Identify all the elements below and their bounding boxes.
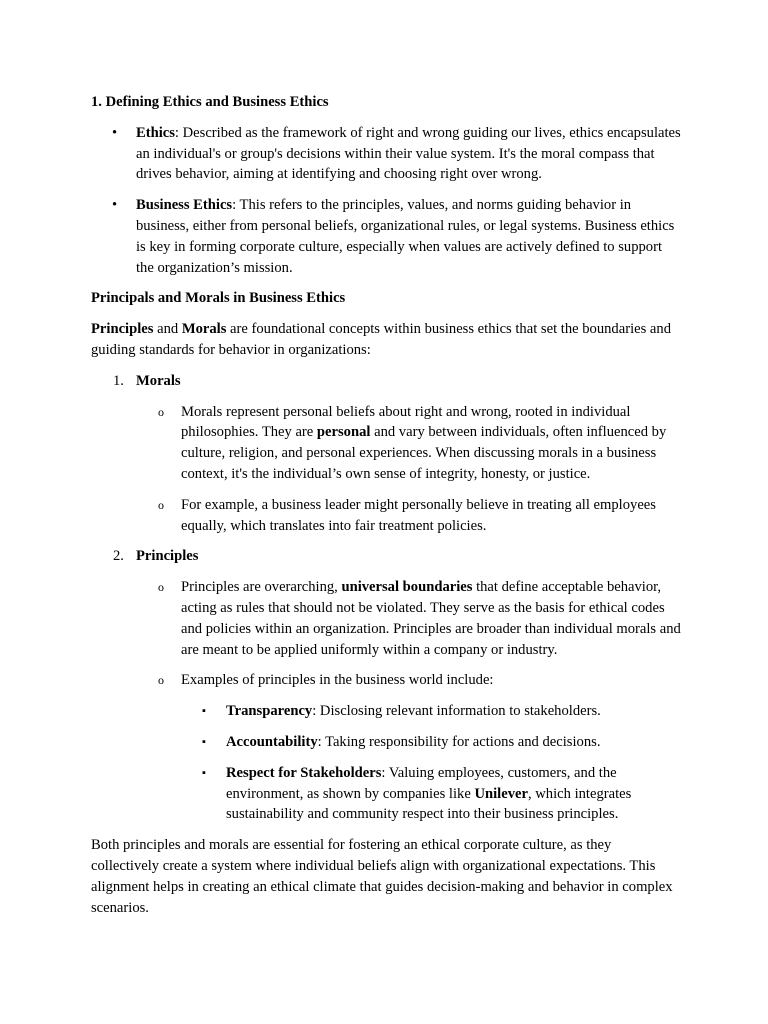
- numbered-item-morals: [91, 371, 681, 537]
- number-marker: 2.: [113, 548, 124, 565]
- example-list: [91, 701, 681, 825]
- square-marker: ▪: [202, 766, 206, 779]
- sub-list: [91, 402, 681, 537]
- example-term: Accountability: [226, 733, 318, 750]
- intro-text: are foundational concepts within business ethics that set the boundaries and guiding standards for behavior in organizations:: [91, 321, 671, 358]
- circle-marker: o: [158, 580, 164, 595]
- definition-business-ethics: [91, 195, 681, 278]
- intro-text: and: [153, 321, 182, 338]
- example-term: Transparency: [226, 703, 313, 720]
- sub-item: [91, 670, 681, 825]
- square-marker: ▪: [202, 735, 206, 748]
- definition-ethics: [91, 123, 681, 185]
- sub-item: [91, 495, 681, 537]
- section-heading-defining-ethics: 1. Defining Ethics and Business Ethics: [91, 94, 329, 110]
- example-text: : Disclosing relevant information to stakeholders.: [312, 703, 601, 720]
- square-marker: ▪: [202, 705, 206, 718]
- sub-item-text: Morals represent personal beliefs about right and wrong, rooted in individual philosophies. They are: [181, 403, 631, 441]
- intro-term-principles: Principles: [91, 321, 154, 338]
- sub-item-text: that define acceptable behavior, acting as rules that should not be violated. They serve as the basis for ethical codes and policies within an organization. Principles are broader than individual morals and are meant to be applied uniformly within a company or industry.: [181, 579, 681, 658]
- example-transparency: [91, 701, 681, 722]
- numbered-heading: [91, 371, 681, 392]
- sub-item: [91, 402, 681, 485]
- circle-marker: o: [158, 497, 164, 512]
- sub-item-bold: personal: [316, 424, 371, 441]
- term-ethics: Ethics: [136, 124, 175, 141]
- closing-paragraph: Both principles and morals are essential for fostering an ethical corporate culture, as they collectively create a system where individual beliefs align with organizational expectations. This alignment helps in creating an ethical climate that guides decision-making and behavior in complex scenarios.: [91, 837, 673, 916]
- numbered-list: [91, 371, 681, 825]
- sub-list: [91, 577, 681, 825]
- numbered-item-principles: [91, 546, 681, 825]
- section-heading-principals-morals: Principals and Morals in Business Ethics: [91, 290, 346, 307]
- circle-marker: o: [158, 404, 164, 419]
- intro-paragraph: [91, 319, 681, 361]
- example-text: , which integrates sustainability and community respect into their business principles.: [226, 785, 632, 823]
- example-respect-stakeholders: [91, 763, 681, 825]
- definition-list: [91, 123, 681, 279]
- sub-item-text: For example, a business leader might personally believe in treating all employees equally, which translates into fair treatment policies.: [181, 496, 656, 534]
- definition-text: : This refers to the principles, values, and norms guiding behavior in business, either from personal beliefs, organizational rules, or legal systems. Business ethics is key in forming corporate culture, especially when values are actively defined to support the organization’s mission.: [136, 197, 675, 276]
- sub-item-text: Examples of principles in the business world include:: [181, 672, 494, 689]
- sub-item-text: and vary between individuals, often influenced by culture, religion, and personal experiences. When discussing morals in a business context, it's the individual’s own sense of integrity, honesty, or justice.: [181, 424, 667, 482]
- circle-marker: o: [158, 673, 164, 688]
- example-text: : Taking responsibility for actions and decisions.: [317, 733, 601, 750]
- bullet-marker: •: [112, 197, 118, 214]
- sub-item-bold: universal boundaries: [341, 579, 473, 596]
- number-marker: 1.: [113, 372, 124, 389]
- sub-item: [91, 577, 681, 660]
- term-business-ethics: Business Ethics: [136, 197, 233, 214]
- numbered-heading: [91, 546, 681, 567]
- sub-item-text: Principles are overarching,: [181, 579, 342, 596]
- example-company-unilever: Unilever: [474, 785, 528, 802]
- numbered-title: Morals: [136, 372, 181, 389]
- example-term: Respect for Stakeholders: [226, 764, 382, 781]
- definition-text: : Described as the framework of right and wrong guiding our lives, ethics encapsulates an individual's or group's decisions within their value system. It's the moral compass that drives behavior, aiming at identifying and choosing right over wrong.: [136, 124, 681, 183]
- intro-term-morals: Morals: [181, 321, 227, 338]
- numbered-title: Principles: [136, 548, 199, 565]
- example-accountability: [91, 732, 681, 753]
- example-text: : Valuing employees, customers, and the environment, as shown by companies like: [226, 764, 617, 802]
- bullet-marker: •: [112, 124, 118, 141]
- document-body: [91, 92, 681, 918]
